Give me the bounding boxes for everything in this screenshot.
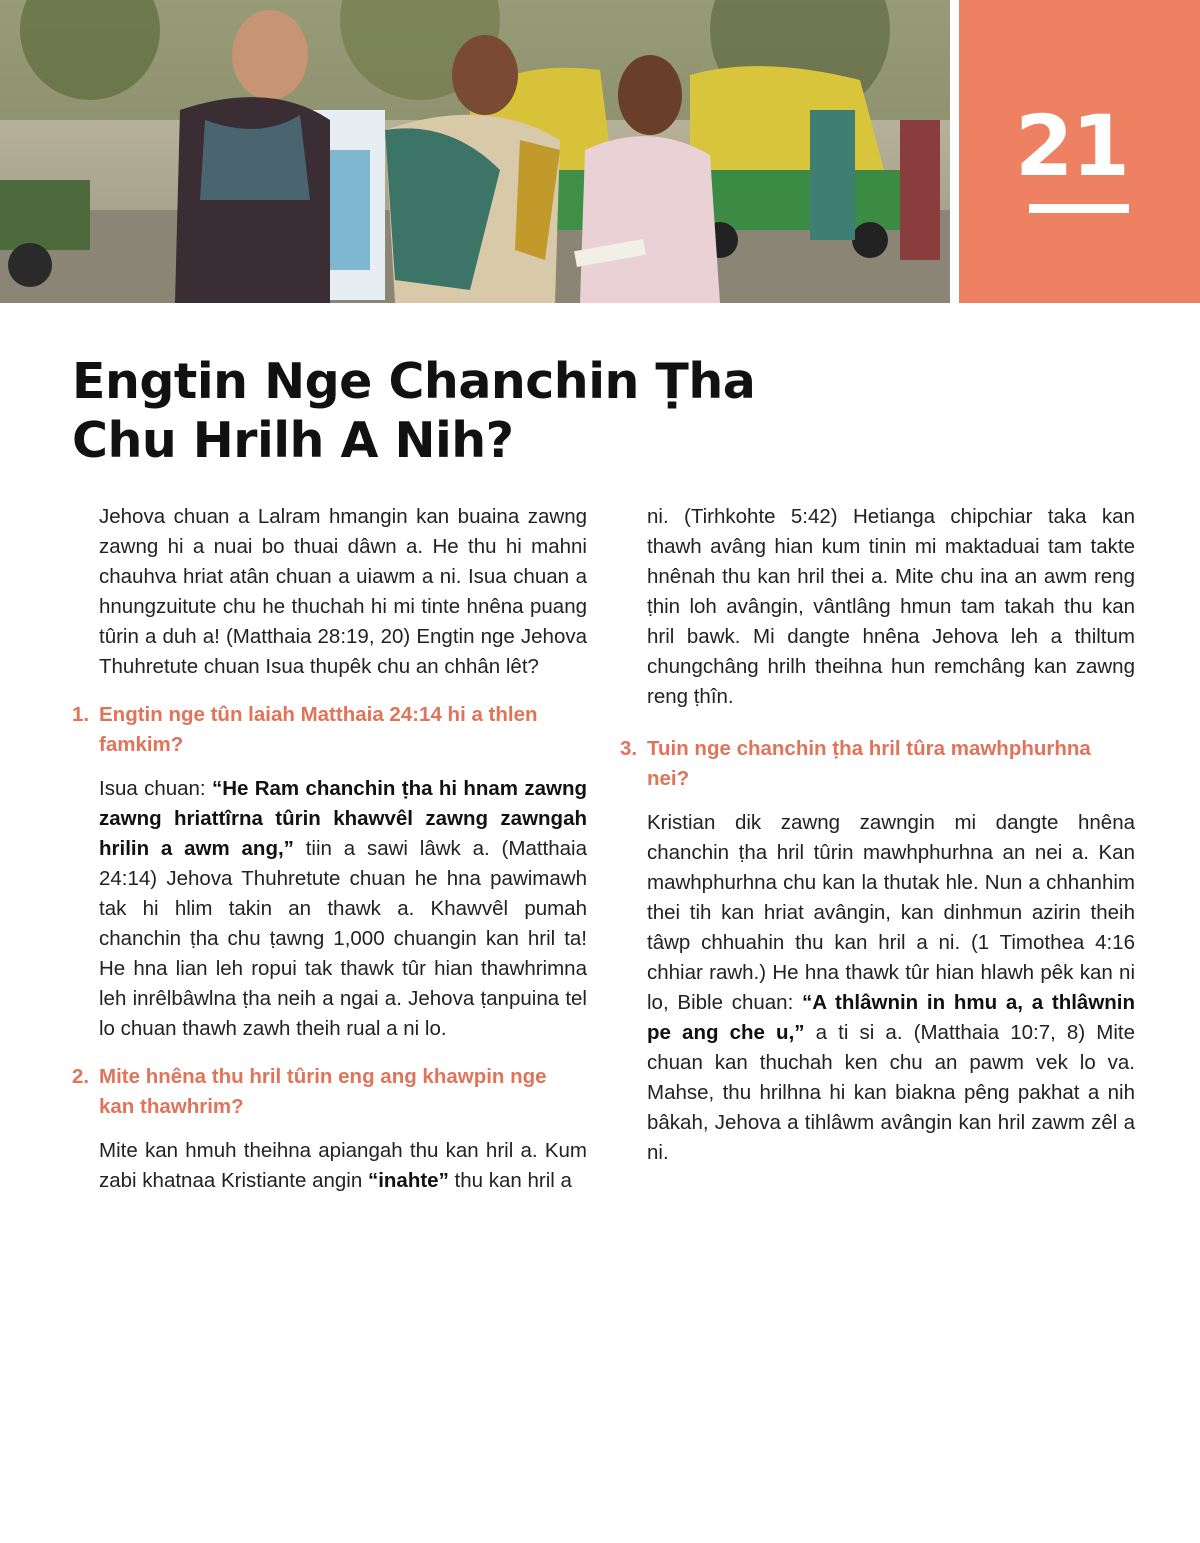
page-title-line-2: Chu Hrilh A Nih?	[72, 412, 514, 469]
question-2	[72, 1062, 587, 1122]
lesson-number: 21	[1015, 97, 1128, 195]
right-column	[620, 502, 1135, 1186]
question-2-text: Mite hnêna thu hril tûrin eng ang khawpin nge kan thawhrim?	[99, 1065, 547, 1118]
answer-1-lead: Isua chuan:	[99, 777, 212, 800]
answer-1-paragraph	[72, 774, 587, 1044]
answer-3-rest: a ti si a. (Matthaia 10:7, 8) Mite chuan kan thuchah ken chu an pawm vek lo va. Mahse, thu hrilhna hi kan biakna pêng pakhat a nih bâkah, Jehova a tihlâwm avângin kan hril zawm zêl a ni.	[647, 1021, 1135, 1164]
lesson-number-box	[959, 0, 1200, 303]
answer-2-paragraph	[72, 1136, 587, 1196]
question-1-text: Engtin nge tûn laiah Matthaia 24:14 hi a thlen famkim?	[99, 703, 538, 756]
page-title-line-1: Engtin Nge Chanchin Ṭha	[72, 353, 756, 410]
question-2-number: 2.	[72, 1065, 90, 1088]
question-1	[72, 700, 587, 760]
intro-paragraph: Jehova chuan a Lalram hmangin kan buaina zawng zawng hi a nuai bo thuai dâwn a. He thu hi mahni chauhva hriat atân chuan a uiawm a ni. Isua chuan a hnungzuitute chu he thuchah hi mi tinte hnêna puang tûrin a duh a! (Matthaia 28:19, 20) Engtin nge Jehova Thuhretute chuan Isua thupêk chu an chhân lêt?	[99, 505, 587, 678]
answer-2-rest: thu kan hril a	[448, 1169, 572, 1192]
question-1-number: 1.	[72, 703, 90, 726]
answer-3-quote: “A thlâwnin in hmu a, a thlâwnin pe ang che u,”	[647, 991, 1136, 1044]
answer-1-rest: tiin a sawi lâwk a. (Matthaia 24:14) Jehova Thuhretute chuan he hna pawimawh tak hi hlim takin an thawk a. Khawvêl pumah chanchin ṭha chu ṭawng 1,000 chuangin kan hril ta! He hna lian leh ropui tak thawk tûr hian thawhrimna leh inrêlbâwlna ṭha neih a ngai a. Jehova ṭanpuina tel lo chuan thawh zawh theih rual a ni lo.	[99, 837, 587, 1040]
answer-3-paragraph	[620, 808, 1135, 1168]
page-title	[72, 352, 772, 470]
question-3-number: 3.	[620, 737, 638, 760]
question-3-text: Tuin nge chanchin ṭha hril tûra mawhphurhna nei?	[647, 737, 1091, 790]
answer-2-continued: ni. (Tirhkohte 5:42) Hetianga chipchiar taka kan thawh avâng hian kum tinin mi maktaduai tam takte hnênah thu kan hril thei a. Mite chu ina an awm reng ṭhin loh avângin, vântlâng hmun tam takah thu kan hril bawk. Mi dangte hnêna Jehova leh a thiltum chungchâng hrilh theihna hun remchâng kan zawng reng ṭhîn.	[647, 505, 1135, 708]
answer-1-quote: “He Ram chanchin ṭha hi hnam zawng zawng hriattîrna tûrin khawvêl zawng zawngah hrilin a awm ang,”	[99, 777, 587, 860]
question-3	[620, 734, 1135, 794]
hero-photo	[0, 0, 950, 303]
left-column	[72, 502, 587, 1214]
answer-2-lead: Mite kan hmuh theihna apiangah thu kan hril a. Kum zabi khatnaa Kristiante angin	[99, 1139, 587, 1192]
street-scene-illustration	[0, 0, 950, 303]
lesson-number-underline	[1029, 204, 1129, 213]
answer-3-lead: Kristian dik zawng zawngin mi dangte hnêna chanchin ṭha hril tûrin mawhphurhna an nei a. Kan mawhphurhna chu kan la thutak hle. Nun a chhanhim thei tih kan hriat avângin, kan dinhmun azirin theih tâwp chhuahin thu kan hril a ni. (1 Timothea 4:16 chhiar rawh.) He hna thawk tûr hian hlawh pêk kan ni lo, Bible chuan:	[647, 811, 1135, 1014]
answer-2-quote: “inahte”	[367, 1169, 449, 1192]
